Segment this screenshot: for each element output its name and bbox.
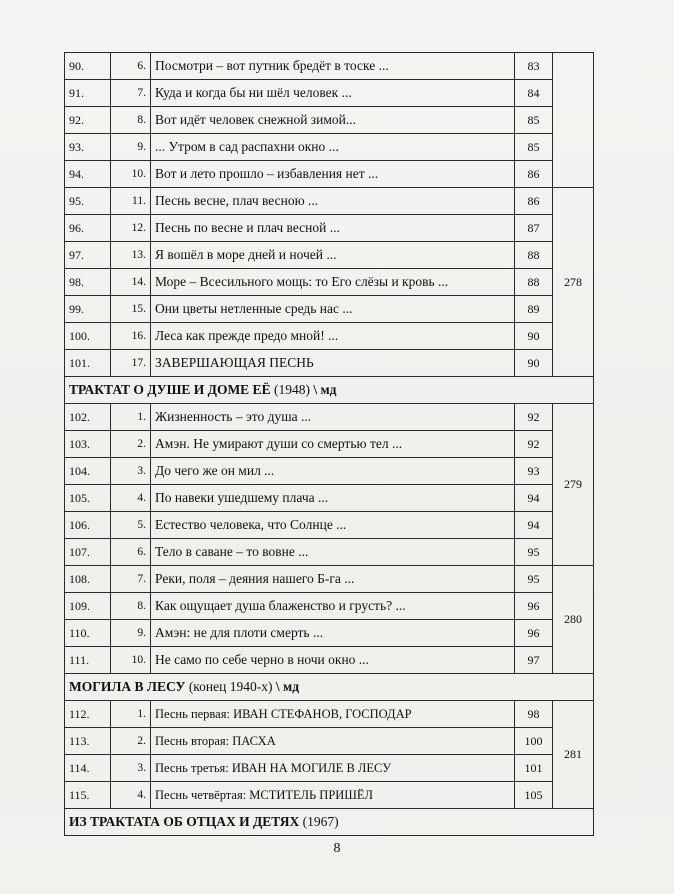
- table-row: [65, 80, 594, 107]
- entry-title: Я вошёл в море дней и ночей ...: [151, 242, 515, 269]
- table-row: [65, 107, 594, 134]
- entry-number: 95.: [65, 188, 111, 215]
- entry-title: Куда и когда бы ни шёл человек ...: [151, 80, 515, 107]
- entry-number: 91.: [65, 80, 111, 107]
- entry-number: 113.: [65, 728, 111, 755]
- entry-page: 95: [515, 566, 553, 593]
- entry-subnumber: 16.: [111, 323, 151, 350]
- entry-number: 109.: [65, 593, 111, 620]
- entry-number: 106.: [65, 512, 111, 539]
- table-row: [65, 350, 594, 377]
- entry-title: По навеки ушедшему плача ...: [151, 485, 515, 512]
- entry-subnumber: 6.: [111, 53, 151, 80]
- table-row: [65, 539, 594, 566]
- table-row: [65, 188, 594, 215]
- table-row: [65, 458, 594, 485]
- entry-page: 98: [515, 701, 553, 728]
- section-date: (1948): [270, 382, 314, 397]
- entry-page: 86: [515, 188, 553, 215]
- entry-page: 89: [515, 296, 553, 323]
- entry-title: Песнь третья: ИВАН НА МОГИЛЕ В ЛЕСУ: [151, 755, 515, 782]
- volume-page-cell: 280: [553, 566, 594, 674]
- entry-subnumber: 10.: [111, 647, 151, 674]
- entry-number: 97.: [65, 242, 111, 269]
- entry-page: 96: [515, 593, 553, 620]
- table-row: [65, 512, 594, 539]
- entry-page: 101: [515, 755, 553, 782]
- entry-number: 108.: [65, 566, 111, 593]
- entry-subnumber: 14.: [111, 269, 151, 296]
- entry-title: Тело в саване – то вовне ...: [151, 539, 515, 566]
- table-row: [65, 296, 594, 323]
- table-row: [65, 269, 594, 296]
- entry-page: 92: [515, 404, 553, 431]
- entry-subnumber: 9.: [111, 620, 151, 647]
- entry-page: 100: [515, 728, 553, 755]
- entry-subnumber: 9.: [111, 134, 151, 161]
- table-row: [65, 431, 594, 458]
- section-mark: \ мд: [313, 382, 337, 397]
- entry-number: 105.: [65, 485, 111, 512]
- entry-number: 98.: [65, 269, 111, 296]
- entry-subnumber: 11.: [111, 188, 151, 215]
- entry-subnumber: 13.: [111, 242, 151, 269]
- entry-title: Песнь весне, плач весною ...: [151, 188, 515, 215]
- entry-number: 102.: [65, 404, 111, 431]
- table-row: [65, 323, 594, 350]
- entry-title: Вот идёт человек снежной зимой...: [151, 107, 515, 134]
- section-date: (конец 1940-х): [185, 679, 276, 694]
- entry-subnumber: 4.: [111, 485, 151, 512]
- table-row: [65, 134, 594, 161]
- volume-page-cell: 278: [553, 188, 594, 377]
- entry-subnumber: 8.: [111, 107, 151, 134]
- entry-page: 90: [515, 323, 553, 350]
- entry-number: 93.: [65, 134, 111, 161]
- entry-page: 85: [515, 107, 553, 134]
- entry-title: Не само по себе черно в ночи окно ...: [151, 647, 515, 674]
- entry-title: Посмотри – вот путник бредёт в тоске ...: [151, 53, 515, 80]
- entry-page: 88: [515, 242, 553, 269]
- table-row: [65, 566, 594, 593]
- table-row: [65, 701, 594, 728]
- entry-title: Песнь первая: ИВАН СТЕФАНОВ, ГОСПОДАР: [151, 701, 515, 728]
- entry-page: 83: [515, 53, 553, 80]
- entry-number: 110.: [65, 620, 111, 647]
- entry-subnumber: 5.: [111, 512, 151, 539]
- table-row: [65, 620, 594, 647]
- entry-subnumber: 1.: [111, 404, 151, 431]
- entry-subnumber: 8.: [111, 593, 151, 620]
- entry-page: 92: [515, 431, 553, 458]
- section-title-text: ИЗ ТРАКТАТА ОБ ОТЦАХ И ДЕТЯХ: [69, 814, 300, 829]
- entry-number: 111.: [65, 647, 111, 674]
- section-title-text: МОГИЛА В ЛЕСУ: [69, 679, 186, 694]
- section-date: (1967): [299, 814, 339, 829]
- entry-subnumber: 12.: [111, 215, 151, 242]
- volume-page-cell: 281: [553, 701, 594, 809]
- entry-title: Естество человека, что Солнце ...: [151, 512, 515, 539]
- entry-subnumber: 3.: [111, 755, 151, 782]
- entry-subnumber: 17.: [111, 350, 151, 377]
- entry-title: Как ощущает душа блаженство и грусть? ...: [151, 593, 515, 620]
- entry-page: 94: [515, 485, 553, 512]
- entry-number: 90.: [65, 53, 111, 80]
- entry-subnumber: 2.: [111, 431, 151, 458]
- entry-subnumber: 6.: [111, 539, 151, 566]
- entry-title: Песнь четвёртая: МСТИТЕЛЬ ПРИШЁЛ: [151, 782, 515, 809]
- entry-page: 93: [515, 458, 553, 485]
- entry-title: Море – Всесильного мощь: то Его слёзы и кровь ...: [151, 269, 515, 296]
- entry-subnumber: 15.: [111, 296, 151, 323]
- entry-number: 114.: [65, 755, 111, 782]
- table-row: [65, 215, 594, 242]
- entry-subnumber: 7.: [111, 566, 151, 593]
- entry-number: 94.: [65, 161, 111, 188]
- table-row: [65, 161, 594, 188]
- page-number: 8: [333, 841, 341, 856]
- entry-title: Песнь по весне и плач весной ...: [151, 215, 515, 242]
- table-of-contents: [64, 52, 594, 836]
- section-title: [65, 377, 594, 404]
- entry-number: 100.: [65, 323, 111, 350]
- entry-page: 95: [515, 539, 553, 566]
- entry-title: До чего же он мил ...: [151, 458, 515, 485]
- entry-title: Вот и лето прошло – избавления нет ...: [151, 161, 515, 188]
- entry-page: 96: [515, 620, 553, 647]
- section-mark: \ мд: [275, 679, 300, 694]
- section-title: [65, 674, 594, 701]
- entry-page: 86: [515, 161, 553, 188]
- table-row: [65, 755, 594, 782]
- entry-page: 85: [515, 134, 553, 161]
- entry-title: Амэн. Не умирают души со смертью тел ...: [151, 431, 515, 458]
- entry-subnumber: 7.: [111, 80, 151, 107]
- entry-subnumber: 4.: [111, 782, 151, 809]
- entry-page: 90: [515, 350, 553, 377]
- table-row: [65, 485, 594, 512]
- entry-title: ЗАВЕРШАЮЩАЯ ПЕСНЬ: [151, 350, 515, 377]
- entry-number: 96.: [65, 215, 111, 242]
- section-title: [65, 809, 594, 836]
- entry-number: 92.: [65, 107, 111, 134]
- table-row: [65, 647, 594, 674]
- entry-page: 94: [515, 512, 553, 539]
- entry-subnumber: 10.: [111, 161, 151, 188]
- table-row: [65, 404, 594, 431]
- entry-page: 97: [515, 647, 553, 674]
- entry-title: Жизненность – это душа ...: [151, 404, 515, 431]
- section-header-row: [65, 377, 594, 404]
- section-title-text: ТРАКТАТ О ДУШЕ И ДОМЕ ЕЁ: [69, 382, 271, 397]
- entry-number: 101.: [65, 350, 111, 377]
- entry-title: Амэн: не для плоти смерть ...: [151, 620, 515, 647]
- entry-number: 99.: [65, 296, 111, 323]
- entry-title: Они цветы нетленные средь нас ...: [151, 296, 515, 323]
- entry-number: 112.: [65, 701, 111, 728]
- entry-number: 107.: [65, 539, 111, 566]
- table-row: [65, 782, 594, 809]
- volume-page-cell: [553, 53, 594, 188]
- section-header-row: [65, 809, 594, 836]
- entry-subnumber: 3.: [111, 458, 151, 485]
- entry-page: 105: [515, 782, 553, 809]
- entry-number: 115.: [65, 782, 111, 809]
- table-row: [65, 242, 594, 269]
- entry-number: 104.: [65, 458, 111, 485]
- entry-title: Реки, поля – деяния нашего Б-га ...: [151, 566, 515, 593]
- volume-page-cell: 279: [553, 404, 594, 566]
- entry-title: ... Утром в сад распахни окно ...: [151, 134, 515, 161]
- entry-subnumber: 2.: [111, 728, 151, 755]
- entry-subnumber: 1.: [111, 701, 151, 728]
- entry-number: 103.: [65, 431, 111, 458]
- entry-page: 88: [515, 269, 553, 296]
- entry-title: Леса как прежде предо мной! ...: [151, 323, 515, 350]
- entry-title: Песнь вторая: ПАСХА: [151, 728, 515, 755]
- section-header-row: [65, 674, 594, 701]
- table-row: [65, 728, 594, 755]
- table-row: [65, 53, 594, 80]
- entry-page: 84: [515, 80, 553, 107]
- table-row: [65, 593, 594, 620]
- entry-page: 87: [515, 215, 553, 242]
